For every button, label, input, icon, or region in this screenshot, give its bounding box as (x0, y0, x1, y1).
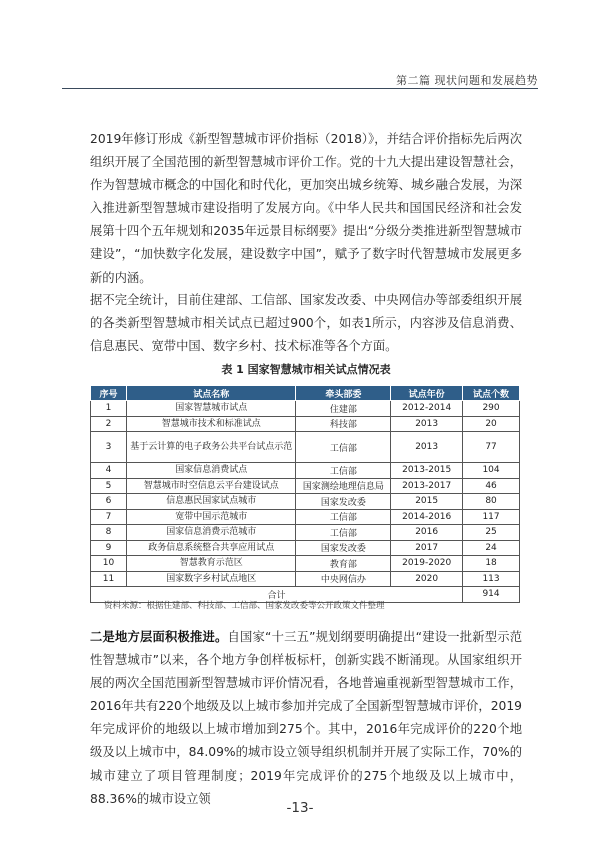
cell-index: 2 (91, 416, 127, 432)
cell-count: 46 (463, 478, 520, 494)
col-header-name: 试点名称 (126, 386, 296, 401)
cell-index: 10 (91, 556, 127, 572)
cell-name: 国家数字乡村试点地区 (126, 571, 296, 587)
cell-count: 117 (463, 509, 520, 525)
table-row (91, 556, 520, 572)
table-row (91, 509, 520, 525)
cell-name: 国家信息消费试点 (126, 463, 296, 479)
cell-name: 宽带中国示范城市 (126, 509, 296, 525)
cell-year: 2013-2015 (391, 463, 463, 479)
cell-count: 24 (463, 540, 520, 556)
paragraph-local-progress-text: 自国家“十三五”规划纲要明确提出“建设一批新型示范性智慧城市”以来，各个地方争创样板标杆，创新实践不断涌现。从国家组织开展的两次全国范围新型智慧城市评价情况看，各地普遍重视新型智慧城市工作，2016年共有220个地级及以上城市参加并完成了全国新型智慧城市评价，2019年完成评价的地级以上城市增加到275个。其中，2016年完成评价的220个地级及以上城市中，84.09%的城市设立领导组织机制并开展了实际工作，70%的城市建立了项目管理制度；2019年完成评价的275个地级及以上城市中，88.36%的城市设立领 (90, 630, 522, 806)
cell-name: 智慧城市时空信息云平台建设试点 (126, 478, 296, 494)
cell-name: 国家智慧城市试点 (126, 401, 296, 417)
table-row (91, 540, 520, 556)
cell-ministry: 工信部 (296, 525, 391, 541)
cell-name: 国家信息消费示范城市 (126, 525, 296, 541)
cell-count: 104 (463, 463, 520, 479)
table-row (91, 463, 520, 479)
cell-count: 113 (463, 571, 520, 587)
cell-year: 2015 (391, 494, 463, 510)
cell-ministry: 科技部 (296, 416, 391, 432)
cell-year: 2019-2020 (391, 556, 463, 572)
cell-index: 8 (91, 525, 127, 541)
col-header-year: 试点年份 (391, 386, 463, 401)
cell-count: 290 (463, 401, 520, 417)
cell-name: 信息惠民国家试点城市 (126, 494, 296, 510)
cell-ministry: 国家发改委 (296, 540, 391, 556)
cell-year: 2014-2016 (391, 509, 463, 525)
table-header-row (91, 386, 520, 401)
cell-ministry: 国家发改委 (296, 494, 391, 510)
cell-count: 18 (463, 556, 520, 572)
cell-year: 2013 (391, 432, 463, 463)
cell-year: 2013 (391, 416, 463, 432)
col-header-count: 试点个数 (463, 386, 520, 401)
pilot-table (90, 385, 520, 603)
cell-name: 智慧教育示范区 (126, 556, 296, 572)
cell-name: 智慧城市技术和标准试点 (126, 416, 296, 432)
total-label: 合计 (91, 587, 463, 603)
cell-name: 政务信息系统整合共享应用试点 (126, 540, 296, 556)
table-row (91, 478, 520, 494)
page-number: -13- (286, 800, 314, 816)
table-caption: 表 1 国家智慧城市相关试点情况表 (221, 363, 391, 376)
table-row (91, 401, 520, 417)
cell-year: 2017 (391, 540, 463, 556)
cell-count: 80 (463, 494, 520, 510)
cell-year: 2016 (391, 525, 463, 541)
table-row (91, 525, 520, 541)
total-value: 914 (463, 587, 520, 603)
cell-index: 9 (91, 540, 127, 556)
cell-year: 2012-2014 (391, 401, 463, 417)
cell-index: 4 (91, 463, 127, 479)
running-header: 第二篇 现状问题和发展趋势 (396, 74, 538, 87)
cell-year: 2020 (391, 571, 463, 587)
cell-index: 1 (91, 401, 127, 417)
header-rule (62, 88, 538, 89)
cell-ministry: 住建部 (296, 401, 391, 417)
col-header-index: 序号 (91, 386, 127, 401)
table-row (91, 494, 520, 510)
cell-ministry: 国家测绘地理信息局 (296, 478, 391, 494)
cell-count: 20 (463, 416, 520, 432)
cell-ministry: 中央网信办 (296, 571, 391, 587)
cell-index: 11 (91, 571, 127, 587)
paragraph-pilot-stats: 据不完全统计，目前住建部、工信部、国家发改委、中央网信办等部委组织开展的各类新型智慧城市相关试点已超过900个，如表1所示，内容涉及信息消费、信息惠民、宽带中国、数字乡村、技术标准等各个方面。 (90, 293, 522, 354)
cell-year: 2013-2017 (391, 478, 463, 494)
cell-count: 77 (463, 432, 520, 463)
paragraph-local-progress (90, 626, 522, 811)
cell-name: 基于云计算的电子政务公共平台试点示范 (126, 432, 296, 463)
table-row (91, 416, 520, 432)
cell-index: 7 (91, 509, 127, 525)
cell-index: 6 (91, 494, 127, 510)
paragraph-evaluation-history: 2019年修订形成《新型智慧城市评价指标（2018）》，并结合评价指标先后两次组织开展了全国范围的新型智慧城市评价工作。党的十九大提出建设智慧社会，作为智慧城市概念的中国化和时代化，更加突出城乡统筹、城乡融合发展，为深入推进新型智慧城市建设指明了发展方向。《中华人民共和国国民经济和社会发展第十四个五年规划和2035年远景目标纲要》提出“分级分类推进新型智慧城市建设”，“加快数字化发展，建设数字中国”，赋予了数字时代智慧城市发展更多新的内涵。 (90, 132, 522, 285)
cell-ministry: 教育部 (296, 556, 391, 572)
table-row (91, 571, 520, 587)
cell-ministry: 工信部 (296, 509, 391, 525)
cell-index: 5 (91, 478, 127, 494)
cell-count: 25 (463, 525, 520, 541)
cell-ministry: 工信部 (296, 463, 391, 479)
cell-index: 3 (91, 432, 127, 463)
table-source-note: 资料来源：根据住建部、科技部、工信部、国家发改委等公开政策文件整理 (104, 601, 385, 611)
paragraph-lead-bold: 二是地方层面积极推进。 (90, 630, 228, 644)
cell-ministry: 工信部 (296, 432, 391, 463)
table-row (91, 432, 520, 463)
col-header-ministry: 牵头部委 (296, 386, 391, 401)
